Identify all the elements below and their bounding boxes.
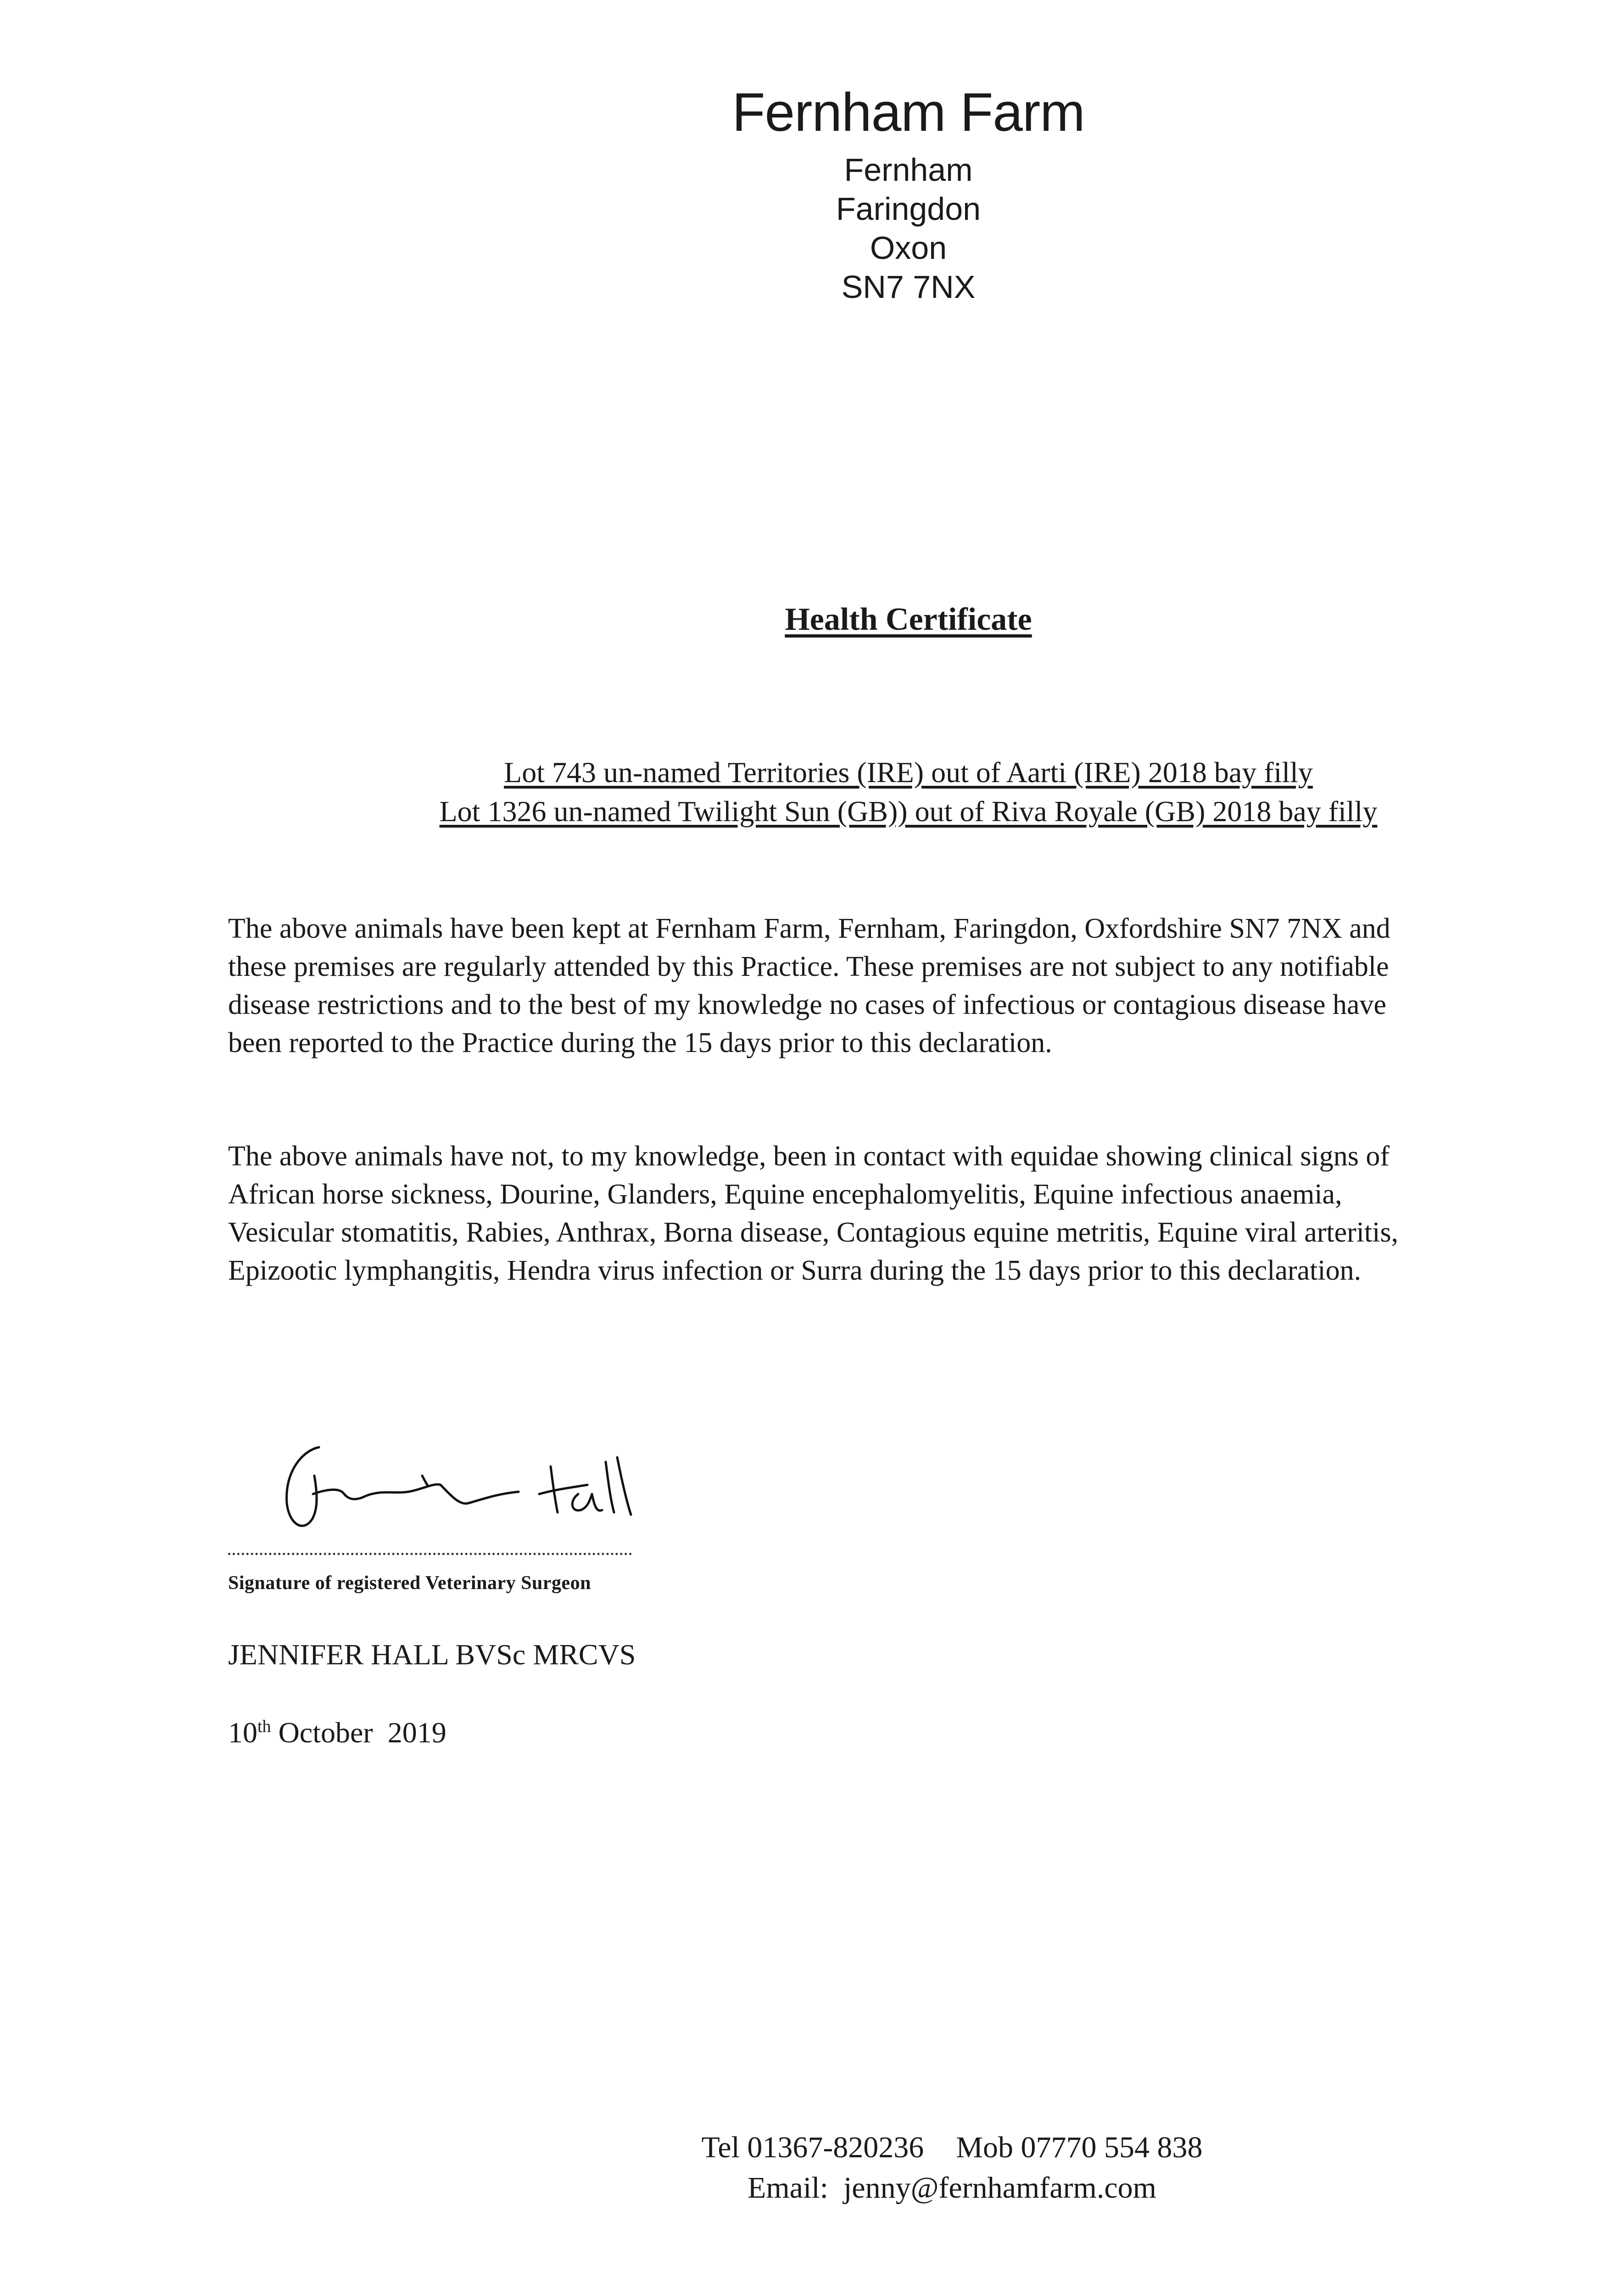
address-line-county: Oxon — [870, 230, 947, 266]
email-line: Email: jenny@fernhamfarm.com — [748, 2171, 1156, 2205]
date-suffix: th — [257, 1717, 271, 1736]
lot-line: Lot 743 un-named Territories (IRE) out of Aarti (IRE) 2018 bay filly — [504, 756, 1313, 789]
mobile: Mob 07770 554 838 — [956, 2131, 1203, 2164]
certificate-title: Health Certificate — [785, 602, 1032, 637]
lot-line: Lot 1326 un-named Twilight Sun (GB)) out of Riva Royale (GB) 2018 bay filly — [439, 795, 1378, 828]
address-line-postcode: SN7 7NX — [841, 269, 976, 305]
telephone: Tel 01367-820236 — [701, 2131, 924, 2164]
handwritten-signature — [275, 1425, 652, 1549]
address-line-town: Faringdon — [836, 191, 981, 227]
vet-name: JENNIFER HALL BVSc MRCVS — [228, 1638, 636, 1671]
address-line-village: Fernham — [844, 152, 973, 188]
phone-line — [140, 2127, 1624, 2168]
contact-footer — [0, 2127, 1624, 2208]
premises-paragraph: The above animals have been kept at Fernham Farm, Fernham, Faringdon, Oxfordshire SN7 7NX and these premises are regularly attended by this Practice. These premises are not subject to any notifiable disease restrictions and to the best of my knowledge no cases of infectious or contagious disease have been reported to the Practice during the 15 days prior to this declaration. — [228, 913, 1390, 1058]
certificate-date — [228, 1714, 446, 1751]
letterhead — [0, 78, 1624, 307]
lots-list — [0, 753, 1624, 831]
date-day: 10 — [228, 1716, 257, 1749]
disease-paragraph: The above animals have not, to my knowledge, been in contact with equidae showing clinical signs of African horse sickness, Dourine, Glanders, Equine encephalomyelitis, Equine infectious anaemia, Vesicular stomatitis, Rabies, Anthrax, Borna disease, Contagious equine metritis, Equine viral arteritis, Epizootic lymphangitis, Hendra virus infection or Surra during the 15 days prior to this declaration. — [228, 1141, 1399, 1286]
signature-line — [228, 1553, 632, 1555]
date-month-year: October 2019 — [271, 1716, 446, 1749]
certificate-title-block — [0, 601, 1624, 638]
signature-caption: Signature of registered Veterinary Surgeon — [228, 1573, 591, 1594]
farm-name: Fernham Farm — [732, 82, 1085, 143]
